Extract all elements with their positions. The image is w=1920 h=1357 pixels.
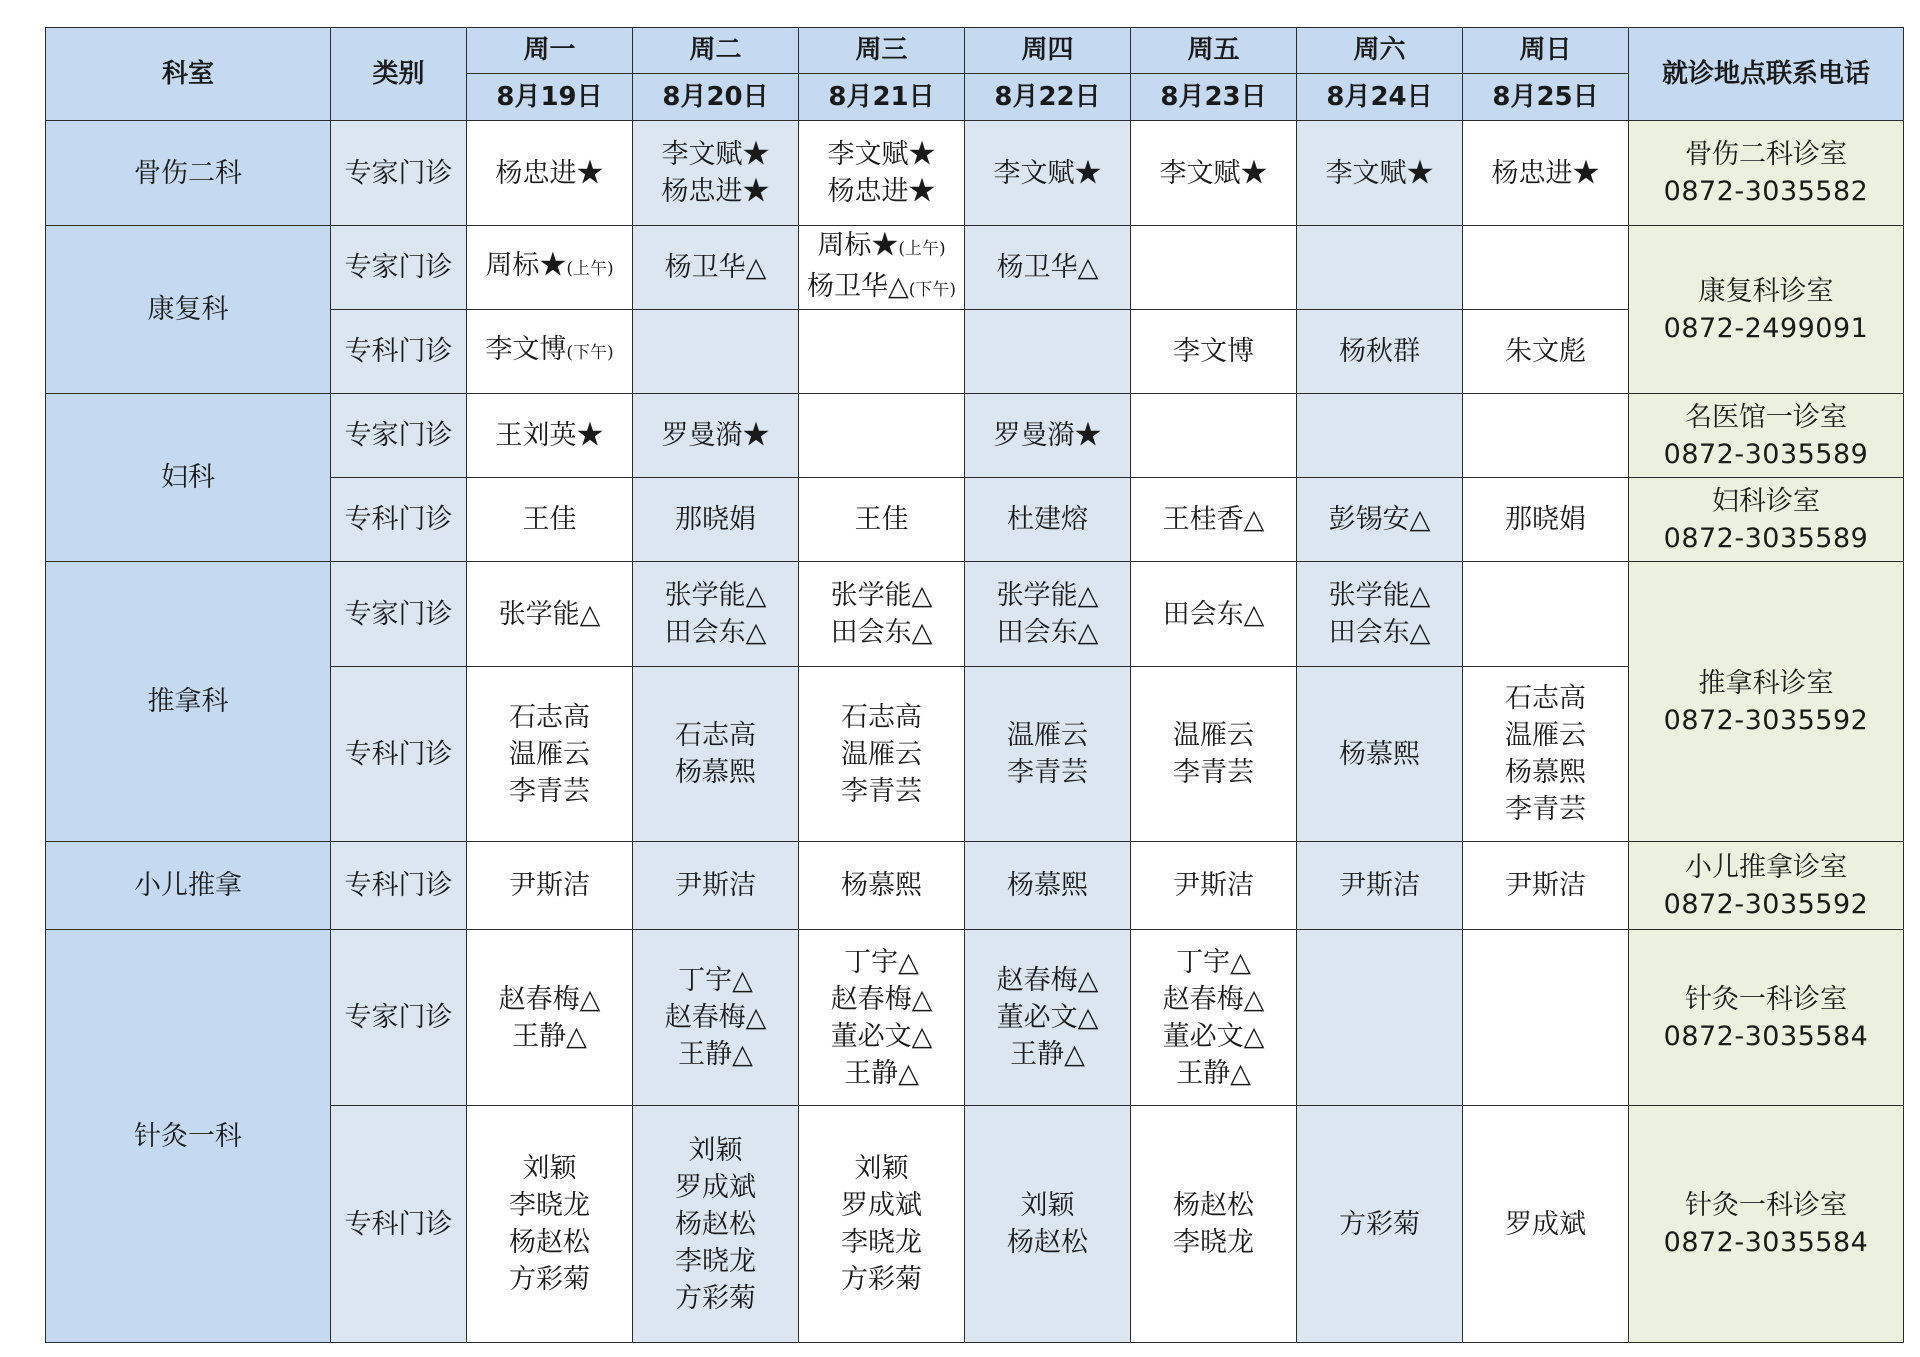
doctor-entry: 王静△ <box>678 1039 753 1070</box>
schedule-cell <box>467 842 633 930</box>
schedule-cell <box>965 121 1131 226</box>
schedule-cell <box>965 478 1131 562</box>
dept-cell: 妇科 <box>46 394 331 562</box>
doctor-entry: 石志高 <box>509 701 590 733</box>
doctor-entry: 董必文△ <box>1162 1020 1265 1052</box>
location-room: 针灸一科诊室 <box>1685 983 1847 1015</box>
header-date: 8月20日 <box>633 74 799 121</box>
clinic-schedule-table <box>45 27 1904 1343</box>
table-row <box>46 842 1904 930</box>
category-cell: 专家门诊 <box>331 930 467 1106</box>
location-phone: 0872-3035589 <box>1663 438 1869 470</box>
schedule-cell <box>1297 1106 1463 1343</box>
schedule-cell <box>1463 1106 1629 1343</box>
doctor-entry: 李青芸 <box>509 775 590 807</box>
doctor-entry: 杨卫华△ <box>664 252 767 283</box>
category-cell: 专科门诊 <box>331 478 467 562</box>
doctor-entry: 方彩菊 <box>841 1264 922 1295</box>
schedule-cell <box>799 562 965 667</box>
schedule-cell <box>1297 310 1463 394</box>
doctor-entry <box>467 331 632 372</box>
category-cell: 专科门诊 <box>331 1106 467 1343</box>
header-date: 8月24日 <box>1297 74 1463 121</box>
doctor-name: 杨卫华△ <box>806 270 909 302</box>
doctor-entry: 杨赵松 <box>1007 1227 1088 1258</box>
schedule-cell <box>1131 1106 1297 1343</box>
doctor-entry: 张学能△ <box>996 580 1099 611</box>
header-weekday: 周六 <box>1297 28 1463 74</box>
schedule-cell <box>633 121 799 226</box>
category-cell: 专科门诊 <box>331 667 467 842</box>
schedule-cell <box>633 394 799 478</box>
location-room: 妇科诊室 <box>1712 485 1820 517</box>
schedule-cell <box>633 930 799 1106</box>
table-row <box>46 562 1904 667</box>
doctor-entry: 王佳 <box>854 504 909 535</box>
doctor-entry: 罗曼漪★ <box>661 420 770 451</box>
header-date: 8月22日 <box>965 74 1131 121</box>
doctor-entry: 朱文彪 <box>1505 336 1586 367</box>
doctor-entry: 刘颖 <box>522 1153 577 1184</box>
doctor-entry: 李青芸 <box>1173 757 1254 788</box>
doctor-entry: 王静△ <box>844 1057 919 1089</box>
schedule-cell <box>467 930 633 1106</box>
location-cell <box>1629 394 1904 478</box>
schedule-cell <box>1297 667 1463 842</box>
location-cell <box>1629 842 1904 930</box>
doctor-entry: 李青芸 <box>841 775 922 807</box>
location-cell <box>1629 930 1904 1106</box>
doctor-entry: 杨秋群 <box>1339 336 1420 367</box>
schedule-cell <box>799 121 965 226</box>
doctor-entry: 刘颖 <box>854 1153 909 1184</box>
doctor-entry: 刘颖 <box>1020 1190 1075 1221</box>
doctor-entry: 赵春梅△ <box>1162 983 1265 1015</box>
schedule-cell <box>1463 310 1629 394</box>
table-row <box>46 930 1904 1106</box>
schedule-cell <box>799 667 965 842</box>
schedule-cell <box>965 667 1131 842</box>
dept-cell: 骨伤二科 <box>46 121 331 226</box>
schedule-cell <box>799 930 965 1106</box>
doctor-entry: 董必文△ <box>996 1002 1099 1033</box>
header-weekday: 周四 <box>965 28 1131 74</box>
schedule-cell <box>1131 667 1297 842</box>
doctor-entry: 杨忠进★ <box>495 157 604 189</box>
dept-cell: 针灸一科 <box>46 930 331 1343</box>
doctor-entry: 李文赋★ <box>1325 157 1434 189</box>
schedule-cell <box>1297 930 1463 1106</box>
header-weekday: 周三 <box>799 28 965 74</box>
doctor-entry: 温雁云 <box>1173 720 1254 751</box>
doctor-entry: 尹斯洁 <box>1339 870 1420 901</box>
doctor-entry <box>799 268 964 309</box>
location-cell <box>1629 478 1904 562</box>
doctor-entry: 杨赵松 <box>509 1227 590 1258</box>
doctor-entry: 方彩菊 <box>675 1282 756 1314</box>
doctor-entry: 李文赋★ <box>1159 157 1268 189</box>
doctor-entry: 彭锡安△ <box>1328 504 1431 535</box>
schedule-cell <box>1463 842 1629 930</box>
schedule-cell <box>965 310 1131 394</box>
category-cell: 专家门诊 <box>331 562 467 667</box>
doctor-entry: 田会东△ <box>1328 617 1431 648</box>
doctor-entry <box>799 227 964 268</box>
doctor-entry: 李晓龙 <box>841 1227 922 1258</box>
doctor-entry: 丁宇△ <box>678 965 753 996</box>
header-weekday: 周一 <box>467 28 633 74</box>
schedule-cell <box>965 394 1131 478</box>
location-cell <box>1629 226 1904 394</box>
doctor-entry: 王静△ <box>1176 1057 1251 1089</box>
schedule-cell <box>633 226 799 310</box>
category-cell: 专家门诊 <box>331 121 467 226</box>
schedule-cell <box>1463 394 1629 478</box>
schedule-cell <box>633 310 799 394</box>
doctor-entry: 李文博 <box>1173 336 1254 367</box>
schedule-cell <box>799 842 965 930</box>
schedule-cell <box>965 930 1131 1106</box>
doctor-entry: 石志高 <box>1505 683 1586 714</box>
schedule-cell <box>1131 842 1297 930</box>
dept-cell: 康复科 <box>46 226 331 394</box>
location-cell <box>1629 562 1904 842</box>
schedule-cell <box>1131 394 1297 478</box>
category-cell: 专家门诊 <box>331 226 467 310</box>
doctor-entry: 温雁云 <box>1505 720 1586 751</box>
doctor-entry: 丁宇△ <box>844 946 919 978</box>
doctor-entry: 罗成斌 <box>675 1171 756 1203</box>
schedule-cell <box>633 667 799 842</box>
doctor-entry: 杨卫华△ <box>996 252 1099 283</box>
schedule-cell <box>1131 310 1297 394</box>
doctor-entry: 温雁云 <box>509 738 590 770</box>
doctor-entry: 罗曼漪★ <box>993 420 1102 451</box>
doctor-entry: 温雁云 <box>1007 720 1088 751</box>
schedule-cell <box>633 478 799 562</box>
doctor-entry: 杨慕熙 <box>841 870 922 901</box>
header-date: 8月23日 <box>1131 74 1297 121</box>
schedule-cell <box>467 310 633 394</box>
doctor-entry: 田会东△ <box>664 617 767 648</box>
header-dept: 科室 <box>46 28 331 121</box>
doctor-entry: 王静△ <box>1010 1039 1085 1070</box>
schedule-cell <box>467 562 633 667</box>
schedule-cell <box>965 562 1131 667</box>
header-row-weekdays <box>46 28 1904 74</box>
location-phone: 0872-3035584 <box>1663 1227 1869 1258</box>
doctor-entry: 李晓龙 <box>509 1190 590 1221</box>
doctor-entry: 杜建熔 <box>1007 504 1088 535</box>
schedule-cell <box>1463 930 1629 1106</box>
location-room: 针灸一科诊室 <box>1685 1190 1847 1221</box>
doctor-entry: 李文赋★ <box>661 139 770 170</box>
doctor-entry: 丁宇△ <box>1176 946 1251 978</box>
time-note: (上午) <box>566 259 614 279</box>
location-phone: 0872-2499091 <box>1663 312 1869 344</box>
schedule-cell <box>1131 478 1297 562</box>
doctor-entry: 那晓娟 <box>675 504 756 535</box>
doctor-entry: 李文赋★ <box>827 139 936 170</box>
doctor-name: 周标★ <box>817 229 899 261</box>
doctor-entry: 罗成斌 <box>841 1190 922 1221</box>
schedule-cell <box>467 667 633 842</box>
doctor-entry: 方彩菊 <box>1339 1208 1420 1240</box>
doctor-entry: 石志高 <box>841 701 922 733</box>
schedule-cell <box>1131 226 1297 310</box>
location-room: 康复科诊室 <box>1698 275 1834 307</box>
doctor-entry: 张学能△ <box>498 598 601 630</box>
schedule-cell <box>799 1106 965 1343</box>
doctor-name: 周标★ <box>485 250 567 281</box>
doctor-entry: 李文赋★ <box>993 157 1102 189</box>
doctor-entry: 李青芸 <box>1007 757 1088 788</box>
doctor-name: 李文博 <box>485 334 567 365</box>
doctor-entry: 杨慕熙 <box>1339 738 1420 770</box>
schedule-cell <box>1297 562 1463 667</box>
header-category: 类别 <box>331 28 467 121</box>
schedule-cell <box>799 478 965 562</box>
schedule-cell <box>1463 121 1629 226</box>
doctor-entry: 李晓龙 <box>1173 1227 1254 1258</box>
doctor-entry: 王静△ <box>512 1020 587 1052</box>
doctor-entry: 石志高 <box>675 720 756 751</box>
doctor-entry: 王桂香△ <box>1162 504 1265 535</box>
location-phone: 0872-3035592 <box>1663 704 1869 736</box>
doctor-entry: 赵春梅△ <box>664 1002 767 1033</box>
doctor-entry: 杨赵松 <box>675 1208 756 1240</box>
doctor-entry: 方彩菊 <box>509 1264 590 1295</box>
doctor-entry: 李青芸 <box>1505 794 1586 825</box>
doctor-entry: 杨赵松 <box>1173 1190 1254 1221</box>
doctor-entry: 王佳 <box>522 504 577 535</box>
doctor-entry: 杨慕熙 <box>1505 757 1586 788</box>
schedule-cell <box>799 310 965 394</box>
doctor-entry: 那晓娟 <box>1505 504 1586 535</box>
doctor-entry: 尹斯洁 <box>1173 870 1254 901</box>
schedule-cell <box>633 562 799 667</box>
doctor-entry: 罗成斌 <box>1505 1208 1586 1240</box>
time-note: (上午) <box>898 238 946 259</box>
location-cell <box>1629 1106 1904 1343</box>
schedule-cell <box>1297 121 1463 226</box>
doctor-entry: 尹斯洁 <box>1505 870 1586 901</box>
header-date: 8月21日 <box>799 74 965 121</box>
location-room: 骨伤二科诊室 <box>1685 139 1847 170</box>
schedule-cell <box>799 226 965 310</box>
table-row <box>46 394 1904 478</box>
table-row <box>46 121 1904 226</box>
doctor-entry: 杨慕熙 <box>1007 870 1088 901</box>
location-room: 名医馆一诊室 <box>1685 401 1847 433</box>
header-date: 8月19日 <box>467 74 633 121</box>
location-cell <box>1629 121 1904 226</box>
doctor-entry: 张学能△ <box>664 580 767 611</box>
schedule-cell <box>1463 226 1629 310</box>
schedule-cell <box>965 226 1131 310</box>
schedule-cell <box>799 394 965 478</box>
location-phone: 0872-3035589 <box>1663 522 1869 554</box>
schedule-sheet <box>45 27 1904 1343</box>
schedule-cell <box>633 1106 799 1343</box>
doctor-entry: 李晓龙 <box>675 1245 756 1277</box>
location-room: 小儿推拿诊室 <box>1685 851 1847 883</box>
doctor-entry: 尹斯洁 <box>675 870 756 901</box>
schedule-cell <box>1297 226 1463 310</box>
header-weekday: 周二 <box>633 28 799 74</box>
doctor-entry: 赵春梅△ <box>830 983 933 1015</box>
schedule-cell <box>1463 667 1629 842</box>
schedule-cell <box>467 121 633 226</box>
category-cell: 专科门诊 <box>331 842 467 930</box>
doctor-entry: 杨慕熙 <box>675 757 756 788</box>
dept-cell: 推拿科 <box>46 562 331 842</box>
doctor-entry: 尹斯洁 <box>509 870 590 901</box>
doctor-entry: 赵春梅△ <box>996 965 1099 996</box>
schedule-cell <box>1463 562 1629 667</box>
schedule-cell <box>1297 842 1463 930</box>
schedule-cell <box>1131 562 1297 667</box>
schedule-cell <box>633 842 799 930</box>
doctor-entry: 杨忠进★ <box>827 176 936 207</box>
schedule-cell <box>1297 478 1463 562</box>
schedule-cell <box>1131 930 1297 1106</box>
header-weekday: 周日 <box>1463 28 1629 74</box>
category-cell: 专家门诊 <box>331 394 467 478</box>
schedule-cell <box>467 226 633 310</box>
schedule-cell <box>467 478 633 562</box>
header-location: 就诊地点联系电话 <box>1629 28 1904 121</box>
doctor-entry: 张学能△ <box>1328 580 1431 611</box>
doctor-entry: 刘颖 <box>688 1134 743 1166</box>
location-phone: 0872-3035582 <box>1663 176 1869 207</box>
time-note: (下午) <box>908 279 957 300</box>
doctor-entry: 杨忠进★ <box>661 176 770 207</box>
header-weekday: 周五 <box>1131 28 1297 74</box>
time-note: (下午) <box>566 343 614 363</box>
schedule-cell <box>467 394 633 478</box>
doctor-entry: 田会东△ <box>1162 598 1265 630</box>
table-row <box>46 226 1904 310</box>
dept-cell: 小儿推拿 <box>46 842 331 930</box>
location-phone: 0872-3035584 <box>1663 1020 1869 1052</box>
doctor-entry: 张学能△ <box>830 580 933 611</box>
schedule-cell <box>1297 394 1463 478</box>
location-room: 推拿科诊室 <box>1698 667 1834 699</box>
doctor-entry: 田会东△ <box>830 617 933 648</box>
doctor-entry: 王刘英★ <box>495 420 604 451</box>
doctor-entry <box>467 247 632 288</box>
doctor-entry: 赵春梅△ <box>498 983 601 1015</box>
doctor-entry: 温雁云 <box>841 738 922 770</box>
schedule-cell <box>467 1106 633 1343</box>
location-phone: 0872-3035592 <box>1663 888 1869 920</box>
schedule-cell <box>1131 121 1297 226</box>
doctor-entry: 董必文△ <box>830 1020 933 1052</box>
schedule-cell <box>965 1106 1131 1343</box>
header-date: 8月25日 <box>1463 74 1629 121</box>
doctor-entry: 田会东△ <box>996 617 1099 648</box>
category-cell: 专科门诊 <box>331 310 467 394</box>
schedule-cell <box>965 842 1131 930</box>
doctor-entry: 杨忠进★ <box>1491 157 1600 189</box>
schedule-cell <box>1463 478 1629 562</box>
